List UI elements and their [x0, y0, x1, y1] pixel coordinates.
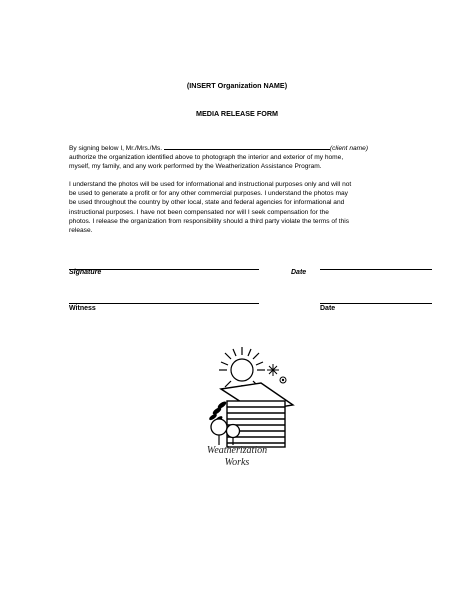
- usage-line: I understand the photos will be used for informational and instructional purposes only and will not: [69, 181, 352, 188]
- signature-label: Signature: [69, 269, 102, 276]
- consent-paragraph: [69, 143, 411, 172]
- date-label-1: Date: [291, 269, 307, 276]
- witness-line[interactable]: [69, 303, 259, 304]
- logo-text-line-2: Works: [224, 457, 250, 468]
- logo-text-line-1: Weatherization: [206, 445, 268, 456]
- consent-line-3: myself, my family, and any work performed by the Weatherization Assistance Program.: [69, 163, 322, 171]
- date-line-2[interactable]: [320, 303, 432, 304]
- usage-line: release.: [69, 227, 93, 235]
- consent-line-1: [69, 143, 411, 153]
- form-title: MEDIA RELEASE FORM: [196, 109, 278, 118]
- witness-label: Witness: [69, 305, 96, 312]
- consent-intro: By signing below I, Mr./Mrs./Ms.: [69, 145, 164, 152]
- date-line-1[interactable]: [320, 269, 432, 270]
- usage-line: be used to generate a profit or for any other commercial purposes. I understand the photos may: [69, 190, 348, 198]
- snowflake-icon: [267, 364, 279, 376]
- consent-line-2: authorize the organization identified above to photograph the interior and exterior of my home,: [69, 154, 344, 162]
- organization-name-heading: (INSERT Organization NAME): [186, 81, 288, 90]
- date-label-2: Date: [320, 305, 336, 312]
- usage-line: be used throughout the country by other local, state and federal agencies for informational and: [69, 199, 345, 207]
- usage-paragraph: [69, 180, 411, 235]
- client-name-label: (client name): [329, 145, 369, 152]
- usage-line: instructional purposes. I have not been compensated nor will I seek compensation for the: [69, 208, 329, 216]
- client-name-blank[interactable]: [164, 143, 330, 150]
- usage-line: photos. I release the organization from responsibility should a third party violate the terms of this: [69, 217, 350, 225]
